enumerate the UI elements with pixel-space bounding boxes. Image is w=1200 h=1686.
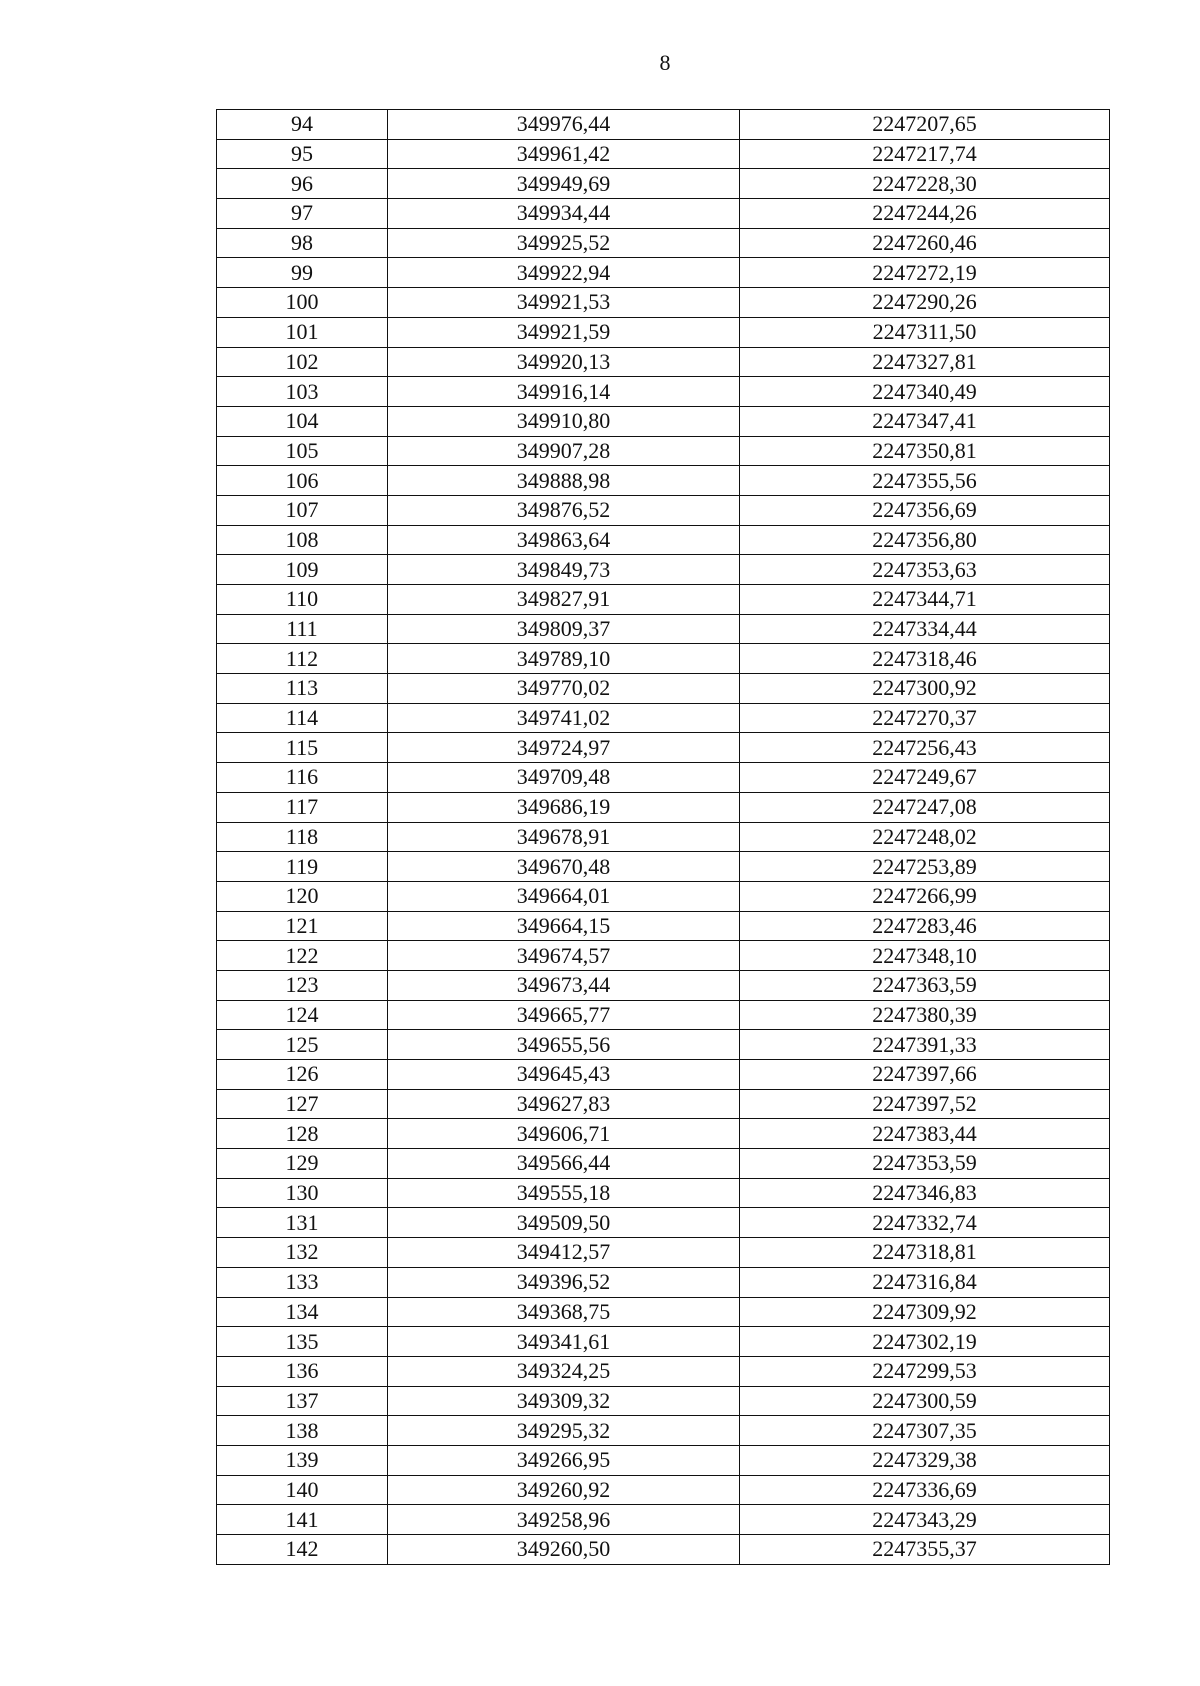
table-row [217,1356,1110,1386]
x-coordinate-cell: 349266,95 [388,1445,740,1475]
y-coordinate-cell: 2247327,81 [740,347,1110,377]
y-coordinate-cell: 2247318,81 [740,1238,1110,1268]
point-number-cell: 102 [217,347,388,377]
y-coordinate-cell: 2247207,65 [740,110,1110,140]
x-coordinate-cell: 349916,14 [388,377,740,407]
page-number: 8 [659,50,671,75]
y-coordinate-cell: 2247356,80 [740,525,1110,555]
table-row [217,1060,1110,1090]
y-coordinate-cell: 2247318,46 [740,644,1110,674]
y-coordinate-cell: 2247397,52 [740,1089,1110,1119]
x-coordinate-cell: 349258,96 [388,1505,740,1535]
y-coordinate-cell: 2247356,69 [740,495,1110,525]
x-coordinate-cell: 349876,52 [388,495,740,525]
table-row [217,525,1110,555]
table-row [217,1445,1110,1475]
table-row [217,733,1110,763]
y-coordinate-cell: 2247300,92 [740,674,1110,704]
point-number-cell: 130 [217,1178,388,1208]
point-number-cell: 125 [217,1030,388,1060]
table-row [217,110,1110,140]
y-coordinate-cell: 2247283,46 [740,911,1110,941]
point-number-cell: 115 [217,733,388,763]
y-coordinate-cell: 2247247,08 [740,792,1110,822]
point-number-cell: 139 [217,1445,388,1475]
x-coordinate-cell: 349412,57 [388,1238,740,1268]
x-coordinate-cell: 349925,52 [388,228,740,258]
x-coordinate-cell: 349645,43 [388,1060,740,1090]
y-coordinate-cell: 2247332,74 [740,1208,1110,1238]
point-number-cell: 113 [217,674,388,704]
x-coordinate-cell: 349324,25 [388,1356,740,1386]
point-number-cell: 121 [217,911,388,941]
table-row [217,288,1110,318]
point-number-cell: 138 [217,1416,388,1446]
point-number-cell: 122 [217,941,388,971]
y-coordinate-cell: 2247348,10 [740,941,1110,971]
x-coordinate-cell: 349627,83 [388,1089,740,1119]
x-coordinate-cell: 349976,44 [388,110,740,140]
point-number-cell: 105 [217,436,388,466]
coordinates-table-body [217,110,1110,1565]
table-row [217,970,1110,1000]
table-row [217,199,1110,229]
y-coordinate-cell: 2247299,53 [740,1356,1110,1386]
y-coordinate-cell: 2247228,30 [740,169,1110,199]
table-row [217,1475,1110,1505]
y-coordinate-cell: 2247270,37 [740,703,1110,733]
point-number-cell: 133 [217,1267,388,1297]
point-number-cell: 129 [217,1149,388,1179]
y-coordinate-cell: 2247256,43 [740,733,1110,763]
point-number-cell: 114 [217,703,388,733]
point-number-cell: 98 [217,228,388,258]
point-number-cell: 140 [217,1475,388,1505]
x-coordinate-cell: 349509,50 [388,1208,740,1238]
table-row [217,1149,1110,1179]
y-coordinate-cell: 2247391,33 [740,1030,1110,1060]
point-number-cell: 124 [217,1000,388,1030]
table-row [217,911,1110,941]
y-coordinate-cell: 2247249,67 [740,763,1110,793]
table-row [217,495,1110,525]
table-row [217,406,1110,436]
x-coordinate-cell: 349907,28 [388,436,740,466]
point-number-cell: 95 [217,139,388,169]
point-number-cell: 103 [217,377,388,407]
y-coordinate-cell: 2247307,35 [740,1416,1110,1446]
table-row [217,1267,1110,1297]
x-coordinate-cell: 349888,98 [388,466,740,496]
point-number-cell: 141 [217,1505,388,1535]
table-row [217,1030,1110,1060]
table-row [217,1386,1110,1416]
y-coordinate-cell: 2247266,99 [740,881,1110,911]
point-number-cell: 106 [217,466,388,496]
y-coordinate-cell: 2247336,69 [740,1475,1110,1505]
x-coordinate-cell: 349665,77 [388,1000,740,1030]
point-number-cell: 100 [217,288,388,318]
point-number-cell: 128 [217,1119,388,1149]
y-coordinate-cell: 2247290,26 [740,288,1110,318]
point-number-cell: 96 [217,169,388,199]
point-number-cell: 109 [217,555,388,585]
y-coordinate-cell: 2247300,59 [740,1386,1110,1416]
y-coordinate-cell: 2247355,37 [740,1535,1110,1565]
y-coordinate-cell: 2247350,81 [740,436,1110,466]
x-coordinate-cell: 349724,97 [388,733,740,763]
x-coordinate-cell: 349555,18 [388,1178,740,1208]
y-coordinate-cell: 2247355,56 [740,466,1110,496]
point-number-cell: 112 [217,644,388,674]
x-coordinate-cell: 349709,48 [388,763,740,793]
x-coordinate-cell: 349921,53 [388,288,740,318]
x-coordinate-cell: 349341,61 [388,1327,740,1357]
y-coordinate-cell: 2247248,02 [740,822,1110,852]
y-coordinate-cell: 2247363,59 [740,970,1110,1000]
point-number-cell: 116 [217,763,388,793]
point-number-cell: 99 [217,258,388,288]
table-row [217,466,1110,496]
table-row [217,1297,1110,1327]
y-coordinate-cell: 2247380,39 [740,1000,1110,1030]
x-coordinate-cell: 349664,15 [388,911,740,941]
x-coordinate-cell: 349309,32 [388,1386,740,1416]
y-coordinate-cell: 2247311,50 [740,317,1110,347]
point-number-cell: 127 [217,1089,388,1119]
y-coordinate-cell: 2247344,71 [740,585,1110,615]
x-coordinate-cell: 349674,57 [388,941,740,971]
x-coordinate-cell: 349910,80 [388,406,740,436]
table-row [217,1238,1110,1268]
table-row [217,1208,1110,1238]
point-number-cell: 117 [217,792,388,822]
table-row [217,881,1110,911]
table-row [217,1327,1110,1357]
point-number-cell: 132 [217,1238,388,1268]
table-row [217,674,1110,704]
y-coordinate-cell: 2247253,89 [740,852,1110,882]
x-coordinate-cell: 349260,92 [388,1475,740,1505]
table-row [217,555,1110,585]
y-coordinate-cell: 2247383,44 [740,1119,1110,1149]
point-number-cell: 131 [217,1208,388,1238]
y-coordinate-cell: 2247397,66 [740,1060,1110,1090]
x-coordinate-cell: 349368,75 [388,1297,740,1327]
x-coordinate-cell: 349295,32 [388,1416,740,1446]
x-coordinate-cell: 349961,42 [388,139,740,169]
x-coordinate-cell: 349921,59 [388,317,740,347]
x-coordinate-cell: 349655,56 [388,1030,740,1060]
table-row [217,614,1110,644]
table-row [217,644,1110,674]
x-coordinate-cell: 349664,01 [388,881,740,911]
x-coordinate-cell: 349827,91 [388,585,740,615]
y-coordinate-cell: 2247346,83 [740,1178,1110,1208]
point-number-cell: 111 [217,614,388,644]
table-row [217,1089,1110,1119]
x-coordinate-cell: 349863,64 [388,525,740,555]
y-coordinate-cell: 2247309,92 [740,1297,1110,1327]
point-number-cell: 101 [217,317,388,347]
y-coordinate-cell: 2247334,44 [740,614,1110,644]
table-row [217,763,1110,793]
table-row [217,317,1110,347]
x-coordinate-cell: 349260,50 [388,1535,740,1565]
table-row [217,1505,1110,1535]
point-number-cell: 104 [217,406,388,436]
table-row [217,1000,1110,1030]
x-coordinate-cell: 349922,94 [388,258,740,288]
x-coordinate-cell: 349566,44 [388,1149,740,1179]
x-coordinate-cell: 349606,71 [388,1119,740,1149]
point-number-cell: 118 [217,822,388,852]
table-row [217,585,1110,615]
x-coordinate-cell: 349934,44 [388,199,740,229]
point-number-cell: 137 [217,1386,388,1416]
point-number-cell: 126 [217,1060,388,1090]
point-number-cell: 142 [217,1535,388,1565]
point-number-cell: 94 [217,110,388,140]
point-number-cell: 120 [217,881,388,911]
x-coordinate-cell: 349849,73 [388,555,740,585]
x-coordinate-cell: 349673,44 [388,970,740,1000]
table-row [217,792,1110,822]
x-coordinate-cell: 349670,48 [388,852,740,882]
y-coordinate-cell: 2247329,38 [740,1445,1110,1475]
x-coordinate-cell: 349789,10 [388,644,740,674]
table-row [217,377,1110,407]
table-row [217,347,1110,377]
point-number-cell: 107 [217,495,388,525]
point-number-cell: 119 [217,852,388,882]
coordinates-table [216,109,1110,1565]
y-coordinate-cell: 2247353,63 [740,555,1110,585]
point-number-cell: 108 [217,525,388,555]
y-coordinate-cell: 2247347,41 [740,406,1110,436]
table-row [217,258,1110,288]
table-row [217,1119,1110,1149]
x-coordinate-cell: 349949,69 [388,169,740,199]
table-row [217,169,1110,199]
point-number-cell: 136 [217,1356,388,1386]
y-coordinate-cell: 2247260,46 [740,228,1110,258]
y-coordinate-cell: 2247316,84 [740,1267,1110,1297]
y-coordinate-cell: 2247343,29 [740,1505,1110,1535]
x-coordinate-cell: 349741,02 [388,703,740,733]
x-coordinate-cell: 349809,37 [388,614,740,644]
x-coordinate-cell: 349920,13 [388,347,740,377]
table-row [217,1535,1110,1565]
table-row [217,1178,1110,1208]
table-row [217,941,1110,971]
point-number-cell: 135 [217,1327,388,1357]
table-row [217,228,1110,258]
table-row [217,703,1110,733]
y-coordinate-cell: 2247340,49 [740,377,1110,407]
table-row [217,139,1110,169]
table-row [217,1416,1110,1446]
table-row [217,822,1110,852]
point-number-cell: 110 [217,585,388,615]
point-number-cell: 123 [217,970,388,1000]
y-coordinate-cell: 2247302,19 [740,1327,1110,1357]
y-coordinate-cell: 2247353,59 [740,1149,1110,1179]
table-row [217,436,1110,466]
x-coordinate-cell: 349678,91 [388,822,740,852]
x-coordinate-cell: 349396,52 [388,1267,740,1297]
x-coordinate-cell: 349770,02 [388,674,740,704]
point-number-cell: 134 [217,1297,388,1327]
point-number-cell: 97 [217,199,388,229]
x-coordinate-cell: 349686,19 [388,792,740,822]
table-row [217,852,1110,882]
y-coordinate-cell: 2247217,74 [740,139,1110,169]
y-coordinate-cell: 2247244,26 [740,199,1110,229]
y-coordinate-cell: 2247272,19 [740,258,1110,288]
